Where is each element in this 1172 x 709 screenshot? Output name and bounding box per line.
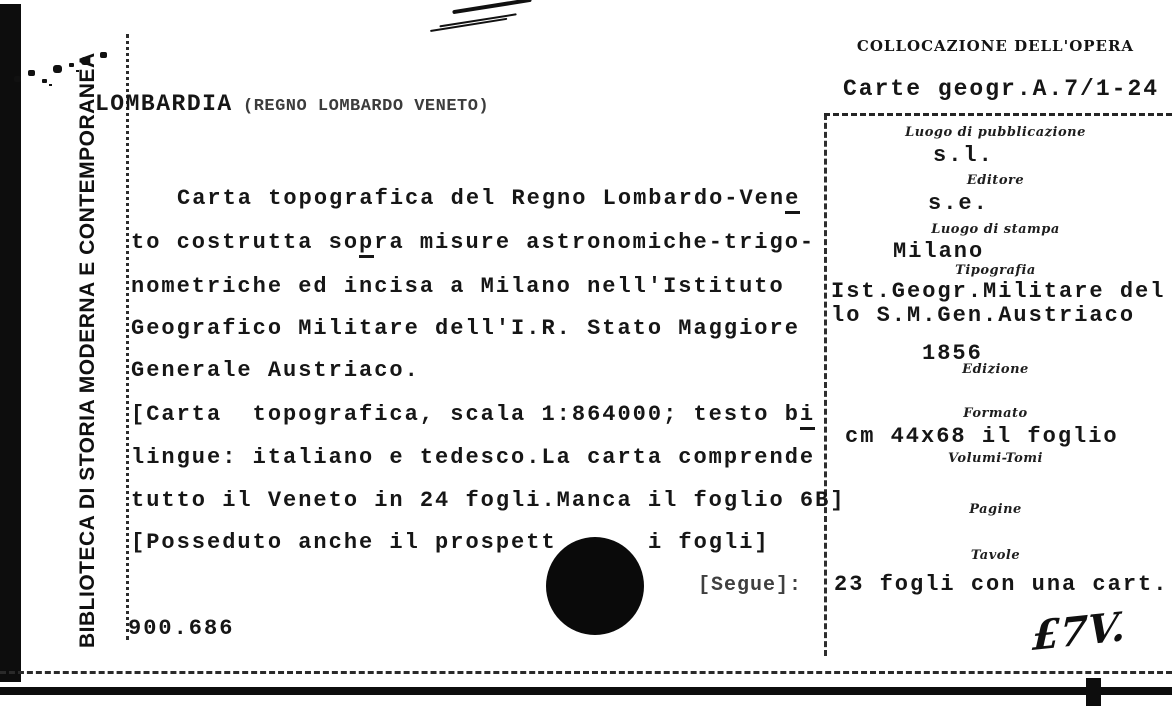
line-6-underlined: i <box>800 402 815 430</box>
line-1-underlined: e <box>785 186 800 214</box>
card-heading-qualifier: (REGNO LOMBARDO VENETO) <box>243 97 490 116</box>
right-column-divider <box>824 114 827 656</box>
field-label-volumi-tomi: Volumi-Tomi <box>948 451 1043 466</box>
field-value-tavole: 23 fogli con una cart. <box>834 572 1169 597</box>
field-value-tipografia-line2: lo S.M.Gen.Austriaco <box>831 303 1136 328</box>
field-label-tipografia: Tipografia <box>955 263 1036 278</box>
call-number-underline <box>824 113 1172 116</box>
description-line-7: lingue: italiano e tedesco.La carta comprende <box>131 445 816 470</box>
field-value-anno: 1856 <box>922 341 983 366</box>
field-value-tipografia-line1: Ist.Geogr.Militare del <box>831 279 1166 304</box>
pen-stroke-mark <box>452 0 532 14</box>
handwritten-mark: £7V. <box>1031 602 1127 661</box>
left-column-divider <box>126 34 129 640</box>
collocation-header: COLLOCAZIONE DELL'OPERA <box>856 37 1135 55</box>
description-line-3: nometriche ed incisa a Milano nell'Istituto <box>131 274 785 299</box>
description-line-1 <box>177 186 800 211</box>
pencil-scribble <box>14 76 21 82</box>
field-label-luogo-pubblicazione: Luogo di pubblicazione <box>905 125 1086 140</box>
description-line-8: tutto il Veneto in 24 fogli.Manca il foglio 6B] <box>131 488 846 513</box>
library-stamp: BIBLIOTECA DI STORIA MODERNA E CONTEMPORANEA <box>76 52 99 648</box>
segue-note: [Segue]: <box>698 574 803 597</box>
field-value-luogo-pubblicazione: s.l. <box>933 143 994 168</box>
card-heading: LOMBARDIA <box>95 91 233 117</box>
field-value-editore: s.e. <box>928 191 989 216</box>
description-line-2 <box>131 230 815 255</box>
field-label-luogo-stampa: Luogo di stampa <box>931 222 1060 237</box>
field-label-formato: Formato <box>963 406 1028 421</box>
field-label-edizione: Edizione <box>962 362 1029 377</box>
description-line-6 <box>131 402 815 427</box>
call-number: Carte geogr.A.7/1-24 <box>843 76 1160 102</box>
scan-edge-bar <box>0 4 21 682</box>
card-bottom-dashed-rule <box>0 671 1172 674</box>
field-value-luogo-stampa: Milano <box>893 239 985 264</box>
inventory-number: 900.686 <box>128 616 235 641</box>
line-1-text: Carta topografica del Regno Lombardo-Ven <box>177 186 786 211</box>
line-2-rest: ra misure astronomiche-trigo- <box>374 230 816 255</box>
line-6-text: [Carta topografica, scala 1:864000; testo b <box>131 402 800 427</box>
field-label-tavole: Tavole <box>970 548 1021 563</box>
description-line-4: Geografico Militare dell'I.R. Stato Maggiore <box>131 316 800 341</box>
description-line-9-right: i fogli] <box>648 530 770 555</box>
description-line-5: Generale Austriaco. <box>131 358 420 383</box>
ink-blot <box>546 537 644 635</box>
line-2-text: to costrutta so <box>131 230 360 255</box>
field-value-formato: cm 44x68 il foglio <box>845 424 1119 449</box>
field-label-pagine: Pagine <box>969 502 1022 517</box>
card-bottom-edge <box>0 687 1172 695</box>
description-line-9-left: [Posseduto anche il prospett <box>131 530 557 555</box>
line-2-underlined: p <box>359 230 374 258</box>
field-label-editore: Editore <box>966 173 1025 188</box>
bottom-right-tick <box>1086 678 1101 706</box>
